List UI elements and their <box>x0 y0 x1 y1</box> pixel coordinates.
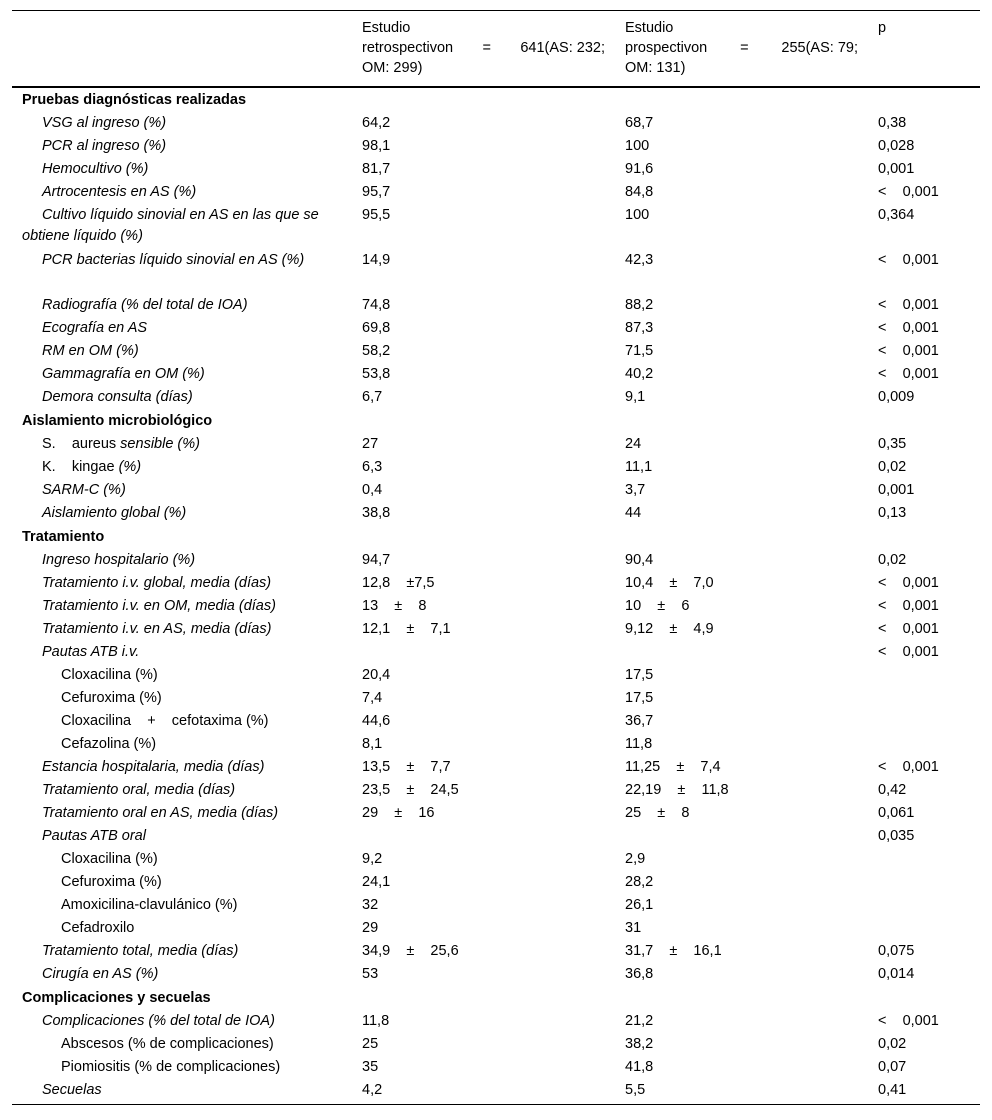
pros-value: 9,12 ± 4,9 <box>625 621 714 637</box>
pros-value: 11,1 <box>625 459 653 475</box>
table-header <box>12 11 980 88</box>
retro-value: 53,8 <box>362 366 391 382</box>
row-label: Ingreso hospitalario (%) <box>42 552 196 568</box>
retro-value: 4,2 <box>352 1079 615 1105</box>
row-label: Cefadroxilo <box>61 920 135 936</box>
pros-value: 2,9 <box>625 851 646 867</box>
p-value: 0,02 <box>878 552 907 568</box>
row-label: Cefazolina (%) <box>61 736 157 752</box>
row-label: Artrocentesis en AS (%) <box>42 184 197 200</box>
row-label: Cirugía en AS (%) <box>42 966 159 982</box>
row-label: PCR al ingreso (%) <box>42 138 167 154</box>
pros-value: 84,8 <box>625 184 654 200</box>
p-value: < 0,001 <box>878 1013 939 1029</box>
retro-value: 23,5 ± 24,5 <box>362 782 459 798</box>
pros-value: 36,7 <box>625 713 654 729</box>
section-row <box>12 87 980 112</box>
row-label: Cloxacilina + cefotaxima (%) <box>61 713 269 729</box>
pros-value: 90,4 <box>625 552 654 568</box>
pros-value: 71,5 <box>625 343 654 359</box>
p-value: < 0,001 <box>878 644 939 660</box>
row-label: Amoxicilina-clavulánico (%) <box>61 897 238 913</box>
pros-value: 38,2 <box>625 1036 654 1052</box>
pros-value: 17,5 <box>625 690 654 706</box>
pros-value: 40,2 <box>625 366 654 382</box>
row-label: Cefuroxima (%) <box>61 690 162 706</box>
p-value: < 0,001 <box>878 252 939 268</box>
pros-value: 100 <box>625 138 650 154</box>
retro-value: 12,8 ±7,5 <box>362 575 435 591</box>
table-row <box>12 249 980 294</box>
p-value: 0,035 <box>878 828 915 844</box>
table-row <box>12 963 980 986</box>
table-row <box>12 549 980 572</box>
row-label: Hemocultivo (%) <box>42 161 149 177</box>
row-label: Tratamiento i.v. en AS, media (días) <box>42 621 272 637</box>
pros-value: 5,5 <box>615 1079 868 1105</box>
pros-value: 9,1 <box>625 389 646 405</box>
retro-value: 95,5 <box>362 207 391 223</box>
table-row <box>12 204 980 249</box>
p-value <box>868 733 980 756</box>
table-row <box>12 363 980 386</box>
retro-value: 38,8 <box>362 505 391 521</box>
table-row <box>12 112 980 135</box>
header-retrospective: Estudio retrospectivon = 641(AS: 232; OM: 299) <box>362 20 605 76</box>
pros-value: 11,8 <box>625 736 653 752</box>
p-value: < 0,001 <box>878 320 939 336</box>
section-title: Complicaciones y secuelas <box>22 990 211 1006</box>
table-row <box>12 940 980 963</box>
row-label: Tratamiento i.v. en OM, media (días) <box>42 598 276 614</box>
table-row <box>12 825 980 848</box>
row-label: S. aureus sensible (%) <box>42 436 200 452</box>
row-label: Piomiositis (% de complicaciones) <box>61 1059 281 1075</box>
table-row <box>12 135 980 158</box>
row-label: RM en OM (%) <box>42 343 139 359</box>
retro-value <box>352 825 615 848</box>
p-value: 0,001 <box>878 161 915 177</box>
table-row <box>12 871 980 894</box>
pros-value: 24 <box>625 436 642 452</box>
table-row <box>12 181 980 204</box>
row-label: Pautas ATB i.v. <box>42 644 140 660</box>
table-row <box>12 1056 980 1079</box>
row-label: K. kingae (%) <box>42 459 142 475</box>
p-value: 0,41 <box>868 1079 980 1105</box>
retro-value: 53 <box>362 966 379 982</box>
table-row <box>12 1079 980 1105</box>
pros-value: 28,2 <box>625 874 654 890</box>
row-label: Pautas ATB oral <box>42 828 146 844</box>
table-row <box>12 1010 980 1033</box>
retro-value: 94,7 <box>362 552 391 568</box>
retro-value: 13,5 ± 7,7 <box>362 759 451 775</box>
row-label: Cefuroxima (%) <box>61 874 162 890</box>
retro-value: 9,2 <box>362 851 383 867</box>
pros-value: 36,8 <box>625 966 654 982</box>
p-value: 0,001 <box>878 482 915 498</box>
row-label: Tratamiento total, media (días) <box>42 943 239 959</box>
retro-value: 6,7 <box>362 389 383 405</box>
retro-value: 0,4 <box>362 482 383 498</box>
p-value: 0,364 <box>878 207 915 223</box>
p-value <box>868 848 980 871</box>
row-label: Radiografía (% del total de IOA) <box>42 297 248 313</box>
retro-value: 34,9 ± 25,6 <box>362 943 459 959</box>
table-row <box>12 386 980 409</box>
retro-value: 29 ± 16 <box>362 805 435 821</box>
table-row <box>12 618 980 641</box>
table-row <box>12 894 980 917</box>
retro-value: 64,2 <box>362 115 391 131</box>
row-label: Demora consulta (días) <box>42 389 193 405</box>
pros-value: 68,7 <box>625 115 654 131</box>
retro-value: 95,7 <box>362 184 391 200</box>
p-value: 0,075 <box>878 943 915 959</box>
pros-value: 10,4 ± 7,0 <box>625 575 714 591</box>
retro-value <box>352 641 615 664</box>
row-label: Secuelas <box>12 1079 352 1105</box>
table-row <box>12 158 980 181</box>
retro-value: 44,6 <box>362 713 391 729</box>
retro-value: 20,4 <box>362 667 391 683</box>
table-row <box>12 1033 980 1056</box>
retro-value: 58,2 <box>362 343 391 359</box>
row-label: Estancia hospitalaria, media (días) <box>42 759 265 775</box>
pros-value: 3,7 <box>625 482 646 498</box>
table-row <box>12 641 980 664</box>
p-value: < 0,001 <box>878 184 939 200</box>
table-row <box>12 848 980 871</box>
pros-value: 88,2 <box>625 297 654 313</box>
table-row <box>12 687 980 710</box>
retro-value: 6,3 <box>362 459 383 475</box>
retro-value: 27 <box>362 436 379 452</box>
p-value <box>868 687 980 710</box>
p-value: 0,07 <box>878 1059 907 1075</box>
table-row <box>12 802 980 825</box>
retro-value: 11,8 <box>362 1013 390 1029</box>
p-value: < 0,001 <box>878 297 939 313</box>
p-value: 0,014 <box>878 966 915 982</box>
header-p-value: p <box>878 20 887 36</box>
pros-value: 22,19 ± 11,8 <box>625 782 729 798</box>
p-value <box>868 894 980 917</box>
table-row <box>12 572 980 595</box>
pros-value: 91,6 <box>625 161 654 177</box>
p-value: 0,42 <box>878 782 907 798</box>
pros-value: 26,1 <box>625 897 654 913</box>
results-table <box>12 10 980 1105</box>
retro-value: 12,1 ± 7,1 <box>362 621 451 637</box>
retro-value: 98,1 <box>362 138 391 154</box>
section-row <box>12 525 980 549</box>
row-label: Gammagrafía en OM (%) <box>42 366 205 382</box>
table-row <box>12 595 980 618</box>
p-value <box>868 710 980 733</box>
row-label: Ecografía en AS <box>42 320 148 336</box>
p-value: < 0,001 <box>878 366 939 382</box>
retro-value: 69,8 <box>362 320 391 336</box>
retro-value: 14,9 <box>362 252 391 268</box>
retro-value: 32 <box>362 897 379 913</box>
p-value <box>868 917 980 940</box>
row-label: Aislamiento global (%) <box>42 505 187 521</box>
table-row <box>12 317 980 340</box>
pros-value: 87,3 <box>625 320 654 336</box>
section-row <box>12 986 980 1010</box>
pros-value: 25 ± 8 <box>625 805 690 821</box>
retro-value: 7,4 <box>362 690 383 706</box>
row-label: Tratamiento i.v. global, media (días) <box>42 575 272 591</box>
table-row <box>12 733 980 756</box>
table-row <box>12 294 980 317</box>
pros-value: 31 <box>625 920 642 936</box>
pros-value: 42,3 <box>625 252 654 268</box>
retro-value: 24,1 <box>362 874 391 890</box>
pros-value: 41,8 <box>625 1059 654 1075</box>
table-row <box>12 433 980 456</box>
p-value: 0,02 <box>878 459 907 475</box>
row-label: Tratamiento oral, media (días) <box>42 782 236 798</box>
retro-value: 13 ± 8 <box>362 598 427 614</box>
retro-value: 29 <box>362 920 379 936</box>
section-row <box>12 409 980 433</box>
pros-value <box>615 641 868 664</box>
p-value: < 0,001 <box>878 759 939 775</box>
row-label: PCR bacterias líquido sinovial en AS (%) <box>42 252 305 268</box>
p-value: < 0,001 <box>878 575 939 591</box>
table-row <box>12 756 980 779</box>
table-row <box>12 664 980 687</box>
p-value: 0,13 <box>878 505 907 521</box>
row-label: Complicaciones (% del total de IOA) <box>42 1013 275 1029</box>
p-value <box>868 871 980 894</box>
retro-value: 81,7 <box>362 161 391 177</box>
section-title: Aislamiento microbiológico <box>22 413 213 429</box>
pros-value: 44 <box>625 505 642 521</box>
p-value: 0,061 <box>878 805 915 821</box>
row-label: SARM-C (%) <box>42 482 126 498</box>
pros-value: 10 ± 6 <box>625 598 690 614</box>
retro-value: 74,8 <box>362 297 391 313</box>
p-value: 0,35 <box>878 436 907 452</box>
table-row <box>12 917 980 940</box>
row-label: Tratamiento oral en AS, media (días) <box>42 805 279 821</box>
pros-value: 11,25 ± 7,4 <box>625 759 721 775</box>
p-value: 0,38 <box>878 115 907 131</box>
table-row <box>12 710 980 733</box>
p-value <box>868 664 980 687</box>
table-row <box>12 479 980 502</box>
p-value: < 0,001 <box>878 598 939 614</box>
pros-value: 100 <box>625 207 650 223</box>
p-value: < 0,001 <box>878 343 939 359</box>
p-value: < 0,001 <box>878 621 939 637</box>
table-row <box>12 340 980 363</box>
retro-value: 35 <box>362 1059 379 1075</box>
retro-value: 8,1 <box>362 736 383 752</box>
p-value: 0,028 <box>878 138 915 154</box>
table-row <box>12 502 980 525</box>
row-label: Cultivo líquido sinovial en AS en las que se obtiene líquido (%) <box>22 207 323 244</box>
p-value: 0,02 <box>878 1036 907 1052</box>
pros-value <box>615 825 868 848</box>
pros-value: 21,2 <box>625 1013 654 1029</box>
row-label: Cloxacilina (%) <box>61 667 158 683</box>
retro-value: 25 <box>362 1036 379 1052</box>
row-label: VSG al ingreso (%) <box>42 115 167 131</box>
p-value: 0,009 <box>878 389 915 405</box>
row-label: Cloxacilina (%) <box>61 851 158 867</box>
pros-value: 17,5 <box>625 667 654 683</box>
header-label-cell <box>12 11 352 88</box>
section-title: Pruebas diagnósticas realizadas <box>22 92 247 108</box>
row-label: Abscesos (% de complicaciones) <box>61 1036 274 1052</box>
pros-value: 31,7 ± 16,1 <box>625 943 722 959</box>
table-row <box>12 779 980 802</box>
section-title: Tratamiento <box>22 529 105 545</box>
header-prospective: Estudio prospectivon = 255(AS: 79; OM: 131) <box>625 20 858 76</box>
table-row <box>12 456 980 479</box>
